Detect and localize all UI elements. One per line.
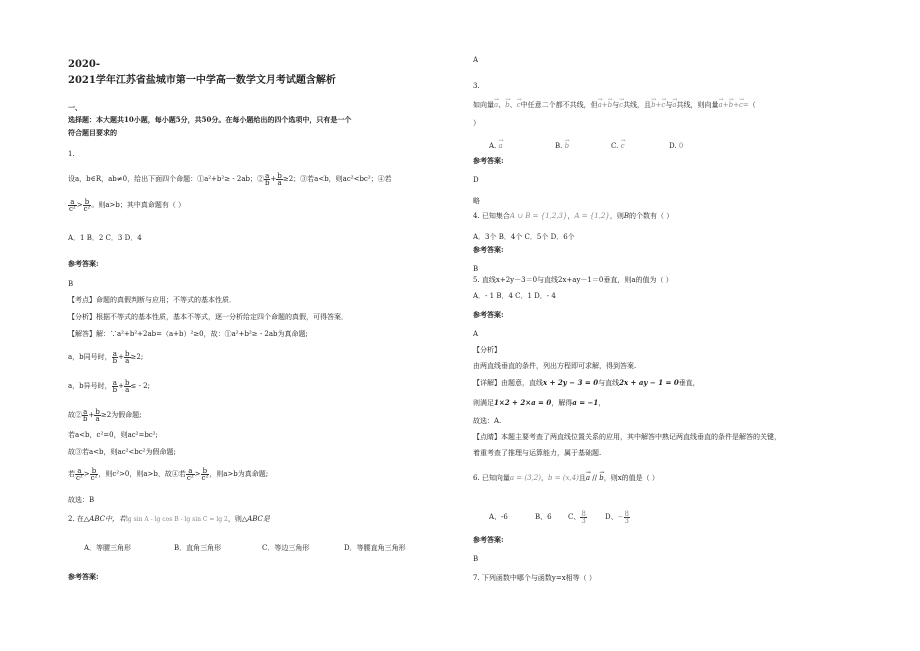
triangle-symbol: △	[241, 515, 248, 523]
q4-stem: 4. 已知集合A ∪ B = {1,2,3}，A = {1,2}，则B的个数有（ ）	[473, 212, 674, 220]
q4-answer-label: 参考答案:	[473, 245, 504, 254]
frac-b-over-c2: $\frac{b}{\text{c²}}$	[201, 466, 209, 482]
q6-option-d: D、− $\frac{8}{3}$	[605, 509, 629, 525]
q6-option-b: B、6	[535, 513, 552, 521]
q3-answer: D	[473, 176, 479, 184]
q1-number: 1.	[68, 150, 75, 158]
q7-stem: 7. 下列函数中哪个与函数y=x相等（ ）	[473, 574, 596, 582]
frac-a-over-b: $\frac{a}{b}$	[265, 171, 270, 187]
q5-dianjing-line2: 着重考查了推理与运算能力，属于基础题.	[473, 449, 602, 457]
q1-line-same-sign: a，b同号时， $\frac{a}{b}$ + $\frac{b}{a}$ ≥2;	[68, 349, 144, 365]
frac-a-over-c2: $\frac{a}{\text{c²}}$	[69, 197, 76, 213]
q1-stem-line2: $\frac{a}{\text{c²}}$ > $\frac{b}{\text{c²}}$ 。则a>b；其中真命题有（ ）	[69, 197, 186, 213]
q3-stem: 如向量→ a、→ b、→ c中任意二个都不共线，但→ a+→ b与→ c共线，且→ b+→ c与→ a共线，则向量→ a+→ b+→ c=（	[473, 101, 756, 110]
q1-line-last: 若 $\frac{a}{\text{c²}}$ > $\frac{b}{\text{c²}}$ ，则c²>0，则a>b，故④若 $\frac{a}{\text{c²}}$ > $\frac{b}{\text{c²}}$ ，则a>b为真命题;	[68, 466, 269, 482]
q1-select: 故选：B	[68, 496, 95, 504]
frac-8-over-3: $\frac{8}{3}$	[581, 509, 586, 525]
q2-option-b: B．直角三角形	[174, 544, 222, 552]
q5-stem: 5. 直线x+2y－3＝0与直线2x+ay－1＝0垂直，则a的值为（ ）	[473, 276, 673, 284]
q3-option-b: B. → b	[555, 142, 569, 151]
frac-b-over-a: $\frac{b}{a}$	[277, 171, 282, 187]
q5-answer-label: 参考答案:	[473, 310, 504, 319]
page-title-line2: 2021学年江苏省盐城市第一中学高一数学文月考试题含解析	[68, 75, 336, 86]
frac-a-over-c2: $\frac{a}{\text{c²}}$	[186, 466, 194, 482]
frac-a-over-c2: $\frac{a}{\text{c²}}$	[76, 466, 83, 482]
q3-close-paren: ）	[473, 119, 480, 127]
q2-option-a: A．等腰三角形	[84, 544, 132, 552]
q3-option-a: A. → a	[489, 142, 503, 151]
q2-faint-expression: lg sin A - lg cos B - lg sin C = lg 2	[125, 516, 228, 523]
q3-option-c: C. → c	[611, 142, 625, 151]
section-desc-line1: 选择题：本大题共10小题，每小题5分，共50分。在每小题给出的四个选项中，只有是一个	[68, 115, 352, 124]
q5-options: A．- 1 B．4 C．1 D．- 4	[473, 292, 556, 300]
q1-stem-line1: 设a，b∈R，ab≠0，给出下面四个命题：①a²+b²≥ - 2ab；② $\frac{a}{b}$ + $\frac{b}{a}$ ≥2；③若a<b，则ac²<bc²；④若	[68, 171, 392, 187]
section-heading: 一、	[68, 103, 82, 112]
q3-brief: 略	[473, 197, 480, 205]
q6-option-c: C、 $\frac{8}{3}$	[568, 509, 586, 525]
q5-select: 故选：A.	[473, 417, 502, 425]
q5-zemanzu: 则满足1×2 + 2×a = 0，解得a = −1，	[473, 398, 606, 407]
q1-stem-a: 设a，b∈R，ab≠0，给出下面四个命题：①a²+b²≥ - 2ab；②	[68, 175, 264, 183]
frac-a-over-b: $\frac{a}{b}$	[112, 349, 118, 365]
q2-option-c: C．等边三角形	[262, 544, 310, 552]
triangle-symbol: △	[83, 515, 90, 523]
frac-b-over-a: $\frac{b}{a}$	[95, 407, 100, 423]
frac-b-over-a: $\frac{b}{a}$	[125, 349, 130, 365]
q5-dianjing-line1: 【点睛】本题主要考查了两直线位置关系的应用，其中解答中熟记两直线垂直的条件是解答的关键，	[473, 433, 781, 441]
q5-fenxi: 由两直线垂直的条件，列出方程即可求解，得到答案.	[473, 362, 637, 370]
q1-stem-c: 。则a>b；其中真命题有（ ）	[91, 201, 186, 209]
section-desc-line2: 符合题目要求的	[68, 128, 117, 137]
frac-b-over-c2: $\frac{b}{\text{c²}}$	[90, 466, 98, 482]
q6-answer: B	[473, 555, 479, 563]
frac-b-over-a: $\frac{b}{a}$	[125, 378, 130, 394]
q5-xiangjie: 【详解】由题意，直线x + 2y − 3 = 0与直线2x + ay − 1 = 0垂直，	[473, 378, 700, 387]
q4-answer: B	[473, 265, 479, 273]
q6-answer-label: 参考答案:	[473, 535, 504, 544]
q1-fenxi: 【分析】根据不等式的基本性质，基本不等式，逐一分析给定四个命题的真假，可得答案．	[68, 313, 348, 321]
q5-answer: A	[473, 330, 479, 338]
q6-option-a: A、-6	[489, 513, 508, 521]
q1-line-false2: 故② $\frac{a}{b}$ + $\frac{b}{a}$ ≥2为假命题;	[68, 407, 142, 423]
q4-options: A．3个 B．4个 C．5个 D．6个	[473, 233, 575, 241]
frac-a-over-b: $\frac{a}{b}$	[83, 407, 88, 423]
q2-answer-label: 参考答案:	[68, 572, 99, 581]
frac-b-over-c2: $\frac{b}{\text{c²}}$	[83, 197, 91, 213]
q1-answer: B	[68, 280, 74, 288]
q1-answer-label: 参考答案:	[68, 259, 99, 268]
page-title-line1: 2020-	[68, 59, 100, 70]
q2-stem: 2. 在△ABC中，若lg sin A - lg cos B - lg sin C = lg 2，则△ABC是	[68, 515, 270, 523]
q1-jieda: 【解答】解：∵a²+b²+2ab=（a+b）²≥0，故：①a²+b²≥ - 2ab为真命题;	[68, 330, 308, 338]
q1-line-c0: 若a<b，c²=0，则ac²=bc²;	[68, 431, 158, 439]
q1-kaodian: 【考点】命题的真假判断与应用；不等式的基本性质．	[68, 296, 236, 304]
q1-line-diff-sign: a，b异号时， $\frac{a}{b}$ + $\frac{b}{a}$ ≤ - 2;	[68, 378, 150, 394]
q5-fenxi-label: 【分析】	[473, 346, 501, 354]
q3-number: 3.	[473, 82, 480, 90]
frac-8-over-3: $\frac{8}{3}$	[624, 509, 629, 525]
q2-answer: A	[473, 56, 479, 64]
q1-options: A．1 B．2 C．3 D．4	[68, 234, 142, 242]
q3-answer-label: 参考答案:	[473, 156, 504, 165]
q1-stem-b: ≥2；③若a<b，则ac²<bc²；④若	[282, 175, 392, 183]
frac-a-over-b: $\frac{a}{b}$	[112, 378, 118, 394]
q3-option-d: D. 0	[669, 142, 684, 150]
q2-option-d: D．等腰直角三角形	[344, 544, 406, 552]
q6-stem: 6. 已知向量a = (3,2)，b = (x,4)且→ a // → b，则x的值是（ ）	[473, 474, 659, 483]
q1-line-false3: 故③若a<b，则ac²<bc²为假命题;	[68, 448, 176, 456]
